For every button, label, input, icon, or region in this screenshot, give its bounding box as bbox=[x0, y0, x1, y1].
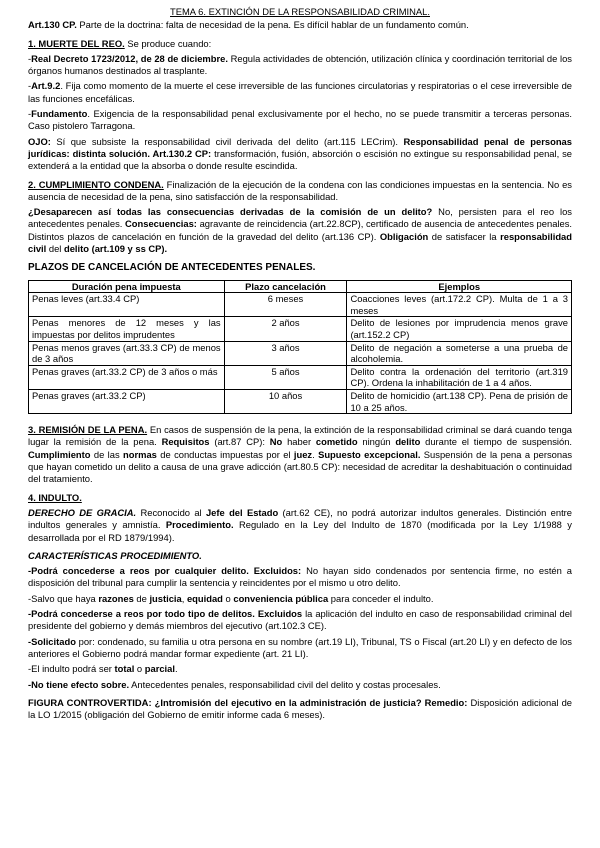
s4-bold: total bbox=[114, 663, 135, 675]
s4-bold: parcial bbox=[144, 663, 175, 675]
s4-c3 bbox=[28, 608, 572, 633]
s4-bold: -No tiene efecto sobre. bbox=[28, 678, 130, 690]
s1-p2-bold: Art.9.2 bbox=[31, 80, 61, 92]
section-2-paragraph bbox=[28, 179, 572, 204]
plazos-table bbox=[28, 280, 572, 415]
section-2-heading-rest: Finalización de la ejecución de la condena con las condiciones impuestas en la sentencia. No es ausencia de necesidad de la pena, sino satisfacción de la responsabilidad. bbox=[28, 178, 572, 202]
s4-bold: FIGURA CONTROVERTIDA: ¿Intromisión del ejecutivo en la administración de justicia? Remedio: bbox=[28, 696, 468, 708]
s4-bold: justicia bbox=[149, 592, 182, 604]
s4-text: por: condenado, su familia u otra persona en su nombre (art.19 LI), Tribunal, TS o Fiscal (art.20 LI) y en defecto de los anteriores el Gobierno podrá mandar formar expediente (art. 21 LI). bbox=[28, 635, 572, 659]
s4-bold: conveniencia pública bbox=[233, 592, 329, 604]
table-row bbox=[29, 317, 572, 341]
table-cell: Penas menos graves (art.33.3 CP) de menos de 3 años bbox=[29, 341, 225, 365]
s2-q-bold-4: responsabilidad civil bbox=[28, 230, 572, 255]
s2-q-bold-2: Consecuencias: bbox=[125, 218, 197, 230]
section-1-heading-rest: Se produce cuando: bbox=[124, 37, 212, 49]
s4-caracteristicas-heading bbox=[28, 550, 572, 562]
header-duracion: Duración pena impuesta bbox=[29, 280, 225, 293]
s3-bold: Requisitos bbox=[161, 436, 210, 448]
s4-text: Disposición adicional de la LO 1/2015 (obligación del Gobierno de emitir informe cada 6 meses). bbox=[28, 696, 573, 721]
s4-text: . bbox=[174, 663, 178, 675]
section-2-heading: 2. CUMPLIMIENTO CONDENA. bbox=[28, 178, 164, 190]
table-cell: Delito de negación a someterse a una prueba de alcoholemia. bbox=[347, 341, 572, 365]
s4-figura-controvertida bbox=[28, 697, 572, 722]
s3-bold: No bbox=[269, 436, 283, 448]
s2-q-text-4: del bbox=[46, 243, 64, 255]
section-1-heading: 1. MUERTE DEL REO. bbox=[28, 37, 125, 49]
header-ejemplos: Ejemplos bbox=[347, 280, 572, 293]
s1-ojo-bold-2: Responsabilidad penal de personas jurídicas: distinta solución. Art.130.2 CP: bbox=[28, 135, 572, 159]
s3-text: (art.87 CP): bbox=[209, 436, 270, 448]
s4-bold: Procedimiento. bbox=[165, 519, 234, 531]
intro-text: Parte de la doctrina: falta de necesidad de la pena. Es difícil hablar de un fundamento común. bbox=[76, 19, 469, 31]
s3-bold: cometido bbox=[315, 436, 358, 448]
section-1-heading-line bbox=[28, 38, 572, 50]
table-cell: Penas graves (art.33.2 CP) de 3 años o más bbox=[29, 365, 225, 389]
s2-q-text-3: de satisfacer la bbox=[428, 230, 501, 242]
intro-bold: Art.130 CP. bbox=[28, 19, 77, 31]
s4-c2 bbox=[28, 593, 572, 605]
s2-q-bold-3: Obligación bbox=[379, 230, 429, 242]
s1-p2-text: . Fija como momento de la muerte el cese irreversible de las funciones circulatorias y respiratorias o el cese irreversible de las funciones encefálicas. bbox=[28, 80, 572, 104]
s3-bold: Cumplimiento bbox=[28, 448, 91, 460]
s1-p1-dash: - bbox=[28, 52, 32, 64]
s4-text: o bbox=[134, 663, 145, 675]
table-row bbox=[29, 293, 572, 317]
intro-paragraph bbox=[28, 19, 572, 31]
s4-c6 bbox=[28, 679, 572, 691]
s3-text: En casos de suspensión de la pena, la extinción de la responsabilidad criminal se dará cuando tenga lugar la remisión de la pena. bbox=[28, 424, 572, 448]
section-3-heading: 3. REMISIÓN DE LA PENA. bbox=[28, 424, 148, 436]
s1-p1-bold: Real Decreto 1723/2012, de 28 de diciembre. bbox=[31, 52, 228, 64]
s4-text: Antecedentes penales, responsabilidad civil del delito y costas procesales. bbox=[129, 678, 441, 690]
s4-text: para conceder el indulto. bbox=[328, 592, 434, 604]
s4-text: de bbox=[133, 592, 150, 604]
s2-q-bold-5: delito (art.109 y ss CP). bbox=[63, 243, 168, 255]
s2-q-bold: ¿Desaparecen así todas las consecuencias derivadas de la comisión de un delito? bbox=[28, 206, 433, 218]
s1-p3-bold: Fundamento bbox=[31, 108, 88, 120]
s4-text: Regulado en la Ley del Indulto de 1870 (modificada por la Ley 1/1988 y desarrollada por el RD 1879/1994). bbox=[28, 519, 572, 543]
s1-ojo bbox=[28, 136, 572, 173]
section-3-paragraph bbox=[28, 424, 572, 485]
s1-p1-text: Regula actividades de obtención, utilización clínica y coordinación territorial de los órganos humanos destinados al trasplante. bbox=[28, 52, 572, 77]
table-cell: Coacciones leves (art.172.2 CP). Multa de 1 a 3 meses bbox=[347, 293, 572, 317]
table-cell: 10 años bbox=[224, 389, 347, 413]
table-cell: Penas leves (art.33.4 CP) bbox=[29, 293, 225, 317]
s4-c1 bbox=[28, 565, 572, 590]
s4-text: No hayan sido condenados por sentencia firme, no estén a disposición del tribunal para cumplir la sentencia y reincidentes por el mismo u otro delito. bbox=[28, 565, 573, 589]
s4-derecho-gracia bbox=[28, 507, 572, 544]
s2-q-text-1: No, persisten para el reo los antecedentes penales. bbox=[28, 206, 572, 230]
s3-bold: delito bbox=[395, 436, 421, 448]
s2-question bbox=[28, 206, 572, 255]
s4-text: , bbox=[181, 592, 187, 604]
s2-q-text-2: agravante de reincidencia (art.22.8CP), certificado de ausencia de antecedentes penales. Distintos plazos de cancelación en función de la gravedad del delito (art.136 CP). bbox=[28, 218, 573, 242]
s4-text: Reconocido al bbox=[136, 506, 206, 518]
s4-bold-italic: CARACTERÍSTICAS PROCEDIMIENTO. bbox=[28, 549, 202, 561]
s1-p2-dash: - bbox=[28, 80, 32, 92]
s3-text: Suspensión de la pena a personas que hayan cometido un delito a causa de una grave adicción (art.80.5 CP): necesidad de acreditar la deshabituación o continuidad del tratamiento. bbox=[28, 448, 573, 485]
table-row bbox=[29, 365, 572, 389]
s4-c5 bbox=[28, 663, 572, 675]
s1-p3-dash: - bbox=[28, 108, 32, 120]
s4-text: la aplicación del indulto en caso de responsabilidad criminal del presidente del gobierno y demás miembros del ejecutivo (art.102.3 CE). bbox=[28, 608, 572, 632]
table-cell: Delito de lesiones por imprudencia menos grave (art.152.2 CP) bbox=[347, 317, 572, 341]
s1-ojo-text-1: Sí que subsiste la responsabilidad civil derivada del delito (art.115 LECrim). bbox=[50, 135, 404, 147]
s1-p1 bbox=[28, 53, 572, 78]
table-cell: Penas menores de 12 meses y las impuestas por delitos imprudentes bbox=[29, 317, 225, 341]
s1-p3-text: . Exigencia de la responsabilidad penal exclusivamente por el hecho, no se puede transmitir a terceras personas. Caso pistolero Tarragona. bbox=[28, 108, 572, 132]
s1-ojo-text-2: transformación, fusión, absorción o escisión no extingue su responsabilidad penal, se extenderá a la entidad que la absorba o donde resulte escindida. bbox=[28, 147, 572, 172]
table-cell: 5 años bbox=[224, 365, 347, 389]
s3-text: ningún bbox=[357, 436, 396, 448]
table-cell: 3 años bbox=[224, 341, 347, 365]
s4-c4 bbox=[28, 636, 572, 661]
s4-bold: -Podrá concederse a reos por cualquier delito. Excluidos: bbox=[28, 565, 302, 577]
plazos-heading: PLAZOS DE CANCELACIÓN DE ANTECEDENTES PENALES. bbox=[28, 262, 316, 274]
s4-bold-italic: DERECHO DE GRACIA. bbox=[28, 506, 137, 518]
table-cell: Penas graves (art.33.2 CP) bbox=[29, 389, 225, 413]
s1-ojo-bold: OJO: bbox=[28, 135, 51, 147]
table-cell: 6 meses bbox=[224, 293, 347, 317]
s4-bold: -Solicitado bbox=[28, 635, 76, 647]
s3-text: durante el tiempo de suspensión. bbox=[420, 436, 573, 448]
s1-p3 bbox=[28, 108, 572, 133]
s4-text: (art.62 CE), no podrá autorizar indultos generales. Distinción entre indultos generales y amnistía. bbox=[28, 506, 573, 531]
s3-bold: Supuesto excepcional. bbox=[318, 448, 421, 460]
s3-text: haber bbox=[282, 436, 316, 448]
s3-bold: juez bbox=[293, 448, 313, 460]
s4-text: o bbox=[222, 592, 234, 604]
table-cell: Delito de homicidio (art.138 CP). Pena de prisión de 10 a 25 años. bbox=[347, 389, 572, 413]
section-4-heading-line bbox=[28, 492, 572, 504]
s3-text: . bbox=[312, 448, 319, 460]
s1-p2 bbox=[28, 80, 572, 105]
table-row bbox=[29, 389, 572, 413]
table-cell: Delito contra la ordenación del territorio (art.319 CP). Ordena la inhabilitación de 1 a 4 años. bbox=[347, 365, 572, 389]
s3-text: de las bbox=[90, 448, 124, 460]
s4-bold: Jefe del Estado bbox=[205, 506, 279, 518]
table-header-row bbox=[29, 280, 572, 293]
s3-bold: normas bbox=[123, 448, 157, 460]
header-plazo: Plazo cancelación bbox=[224, 280, 347, 293]
s4-bold: equidad bbox=[186, 592, 223, 604]
s4-text: -El indulto podrá ser bbox=[28, 663, 115, 675]
s3-text: de conductas impuestas por el bbox=[156, 448, 294, 460]
document-page bbox=[28, 6, 572, 724]
s4-bold: -Podrá concederse a reos por todo tipo de delitos. Excluidos bbox=[28, 608, 303, 620]
page-title: TEMA 6. EXTINCIÓN DE LA RESPONSABILIDAD CRIMINAL. bbox=[170, 6, 430, 17]
s4-text: -Salvo que haya bbox=[28, 592, 99, 604]
section-4-heading: 4. INDULTO. bbox=[28, 491, 82, 503]
s4-bold: razones bbox=[98, 592, 134, 604]
table-cell: 2 años bbox=[224, 317, 347, 341]
table-row bbox=[29, 341, 572, 365]
